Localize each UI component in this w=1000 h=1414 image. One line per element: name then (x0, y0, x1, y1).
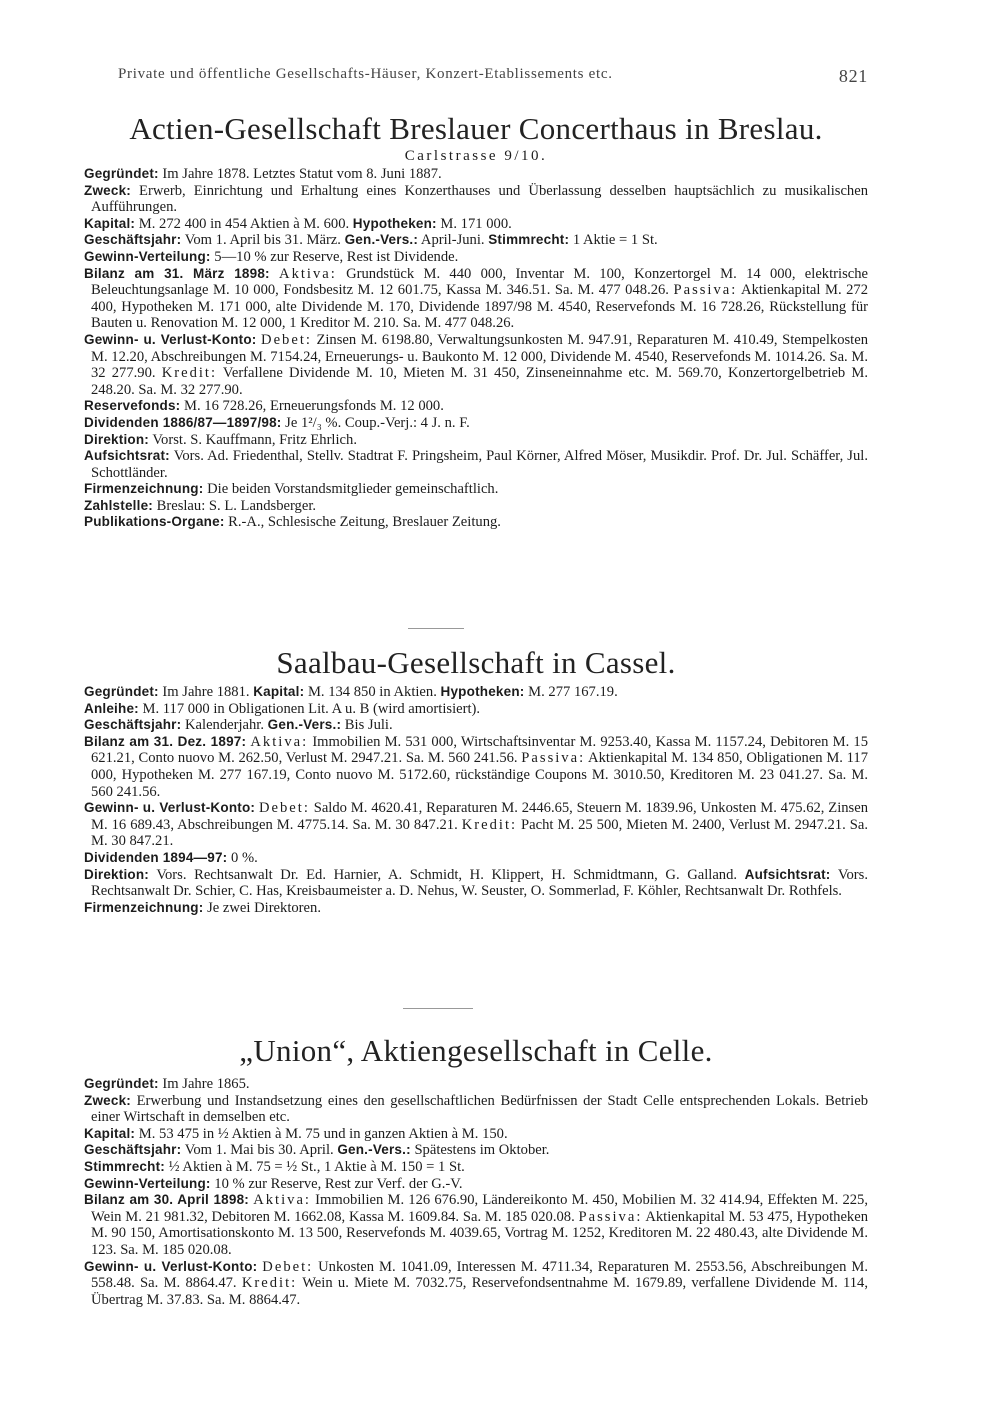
entry-text: M. 277 167.19. (524, 684, 618, 700)
entry-paragraph (84, 266, 868, 332)
entry-text: M. 16 728.26, Erneuerungsfonds M. 12 000. (180, 398, 444, 415)
entry-text: 5—10 % zur Reserve, Rest ist Dividende. (210, 248, 459, 265)
entry-paragraph (84, 1159, 868, 1176)
entry-text: R.-A., Schlesische Zeitung, Breslauer Zeitung. (224, 514, 501, 531)
entry-label: Dividenden 1894—97: (84, 849, 228, 865)
entry-text: Je zwei Direktoren. (203, 899, 321, 916)
section-divider (403, 1008, 473, 1009)
spaced-label: Passiva: (578, 1208, 643, 1225)
entry-text: Erwerbung und Instandsetzung eines den gesellschaftlichen Bedürfnissen der Stadt Celle entsprechenden Lokals. Betrieb einer Wirtschaft in demselben etc. (91, 1092, 868, 1126)
entry-text: April-Juni. (418, 232, 489, 249)
entry-text: Aktienkapital M. 134 850, Obligationen M. 117 000, Hypotheken M. 277 167.19, Conto nuovo M. 5172.60, rückständige Coupons M. 3010.50, Kreditoren M. 23 041.27. Sa. M. 560 241.56. (91, 750, 869, 800)
entry-paragraph (84, 684, 868, 701)
entry-label: Publikations-Organe: (84, 514, 225, 530)
entry-text: Bis Juli. (341, 717, 393, 734)
entry-label: Firmenzeichnung: (84, 899, 204, 915)
section-divider (408, 628, 464, 629)
entry-label: Direktion: (84, 866, 150, 882)
entry-label: Stimmrecht: (488, 232, 570, 248)
entry-text: Im Jahre 1865. (158, 1076, 250, 1092)
entry-text: Breslau: S. L. Landsberger. (152, 497, 317, 514)
entry-text: Unkosten M. 1041.09, Interessen M. 4711.34, Reparaturen M. 2553.56, Abschreibungen M. 558.48. Sa. M. 8864.47. (91, 1258, 868, 1292)
entry-text: Im Jahre 1881. (158, 684, 254, 700)
entry-label: Gewinn-Verteilung: (84, 1175, 211, 1191)
entry-text: Vors. Rechtsanwalt Dr. Schier, C. Has, Kreisbaumeister a. D. Nehus, W. Seuster, O. Sommerlad, F. Köhler, Rechtsanwalt Dr. Rothfels. (91, 866, 868, 900)
entry-paragraph (84, 498, 868, 515)
entry-text: Wein u. Miete M. 7032.75, Reservefondsentnahme M. 1679.89, verfallene Dividende M. 114, Übertrag M. 37.83. Sa. M. 8864.47. (91, 1275, 868, 1308)
entry-label: Zweck: (84, 1092, 131, 1108)
entry-text: Kalenderjahr. (181, 717, 268, 734)
entry-label: Aufsichtsrat: (84, 448, 170, 464)
entry-paragraph (84, 448, 868, 481)
spaced-label: Passiva: (673, 282, 738, 299)
entry-text: Je 1²/₃ %. Coup.-Verj.: 4 J. n. F. (281, 414, 470, 431)
entry-paragraph (84, 1142, 868, 1159)
entry-text: Immobilien M. 126 676.90, Ländereikonto M. 450, Mobilien M. 32 414.94, Effekten M. 225, Wein M. 21 981.32, Debitoren M. 1662.08, Kassa M. 1609.84. Sa. M. 185 020.08. (91, 1192, 868, 1225)
entry-paragraph (84, 216, 868, 233)
entry-paragraph (84, 1259, 868, 1309)
spaced-label: Aktiva: (250, 733, 309, 750)
entry-paragraph (84, 701, 868, 718)
entry-text: Zinsen M. 6198.80, Verwaltungsunkosten M. 947.91, Reparaturen M. 410.49, Stempelkosten M. 12.20, Abschreibungen M. 7154.24, Erneuerungs- u. Baukonto M. 12 000, Dividende M. 4540, Reservefonds M. 1014.26. Sa. M. 32 277.90. (91, 331, 869, 382)
spaced-label: Kredit: (161, 365, 218, 382)
entry-text: Vom 1. Mai bis 30. April. (181, 1142, 338, 1159)
entry-paragraph (84, 1192, 868, 1258)
entry-paragraph (84, 1093, 868, 1126)
entry-paragraph (84, 900, 868, 917)
entry-label: Gewinn- u. Verlust-Konto: (84, 331, 257, 347)
entry-label: Gen.-Vers.: (344, 232, 419, 248)
entry-paragraph (84, 1126, 868, 1143)
entry-label: Hypotheken: (440, 684, 525, 699)
entry-label: Direktion: (84, 431, 150, 447)
entry-label: Gen.-Vers.: (267, 717, 342, 733)
spaced-label: Aktiva: (253, 1192, 311, 1209)
spaced-label: Passiva: (521, 750, 586, 767)
entry-paragraph (84, 183, 868, 216)
company-title: Saalbau-Gesellschaft in Cassel. (276, 645, 676, 680)
entry-paragraph (84, 717, 868, 734)
entry-text: Die beiden Vorstandsmitglieder gemeinschaftlich. (203, 481, 499, 498)
entry-paragraph (84, 432, 868, 449)
company-celle (84, 1034, 868, 1308)
entry-text: Aktienkapital M. 272 400, Hypotheken M. 171 000, alte Dividende M. 170, Dividende 1897/98 M. 4540, Reservefonds M. 16 728.26, Rückstellung für Bauten u. Renovation M. 12 000, 1 Kreditor M. 210. Sa. M. 477 048.26. (91, 282, 869, 332)
entry-label: Zahlstelle: (84, 497, 153, 513)
entry-label: Reservefonds: (84, 398, 181, 414)
entry-text: M. 117 000 in Obligationen Lit. A u. B (wird amortisiert). (138, 700, 481, 717)
entry-label: Kapital: (84, 215, 136, 231)
entry-text: Verfallene Dividende M. 10, Mieten M. 31 450, Zinseneinnahme etc. M. 569.70, Konzertorgelbetrieb M. 248.20. Sa. M. 32 277.90. (91, 365, 869, 398)
entry-text: M. 134 850 in Aktien. (304, 684, 441, 700)
entry-label: Gewinn-Verteilung: (84, 248, 211, 264)
entry-text: Im Jahre 1878. Letztes Statut vom 8. Juni 1887. (158, 166, 442, 182)
entry-text (270, 266, 279, 282)
entry-text: M. 272 400 in 454 Aktien à M. 600. (135, 215, 353, 232)
entry-text: Saldo M. 4620.41, Reparaturen M. 2446.65, Steuern M. 1839.96, Unkosten M. 475.62, Zinsen M. 16 689.43, Abschreibungen M. 4775.14. Sa. M. 30 847.21. (91, 800, 869, 833)
entry-text: Spätestens im Oktober. (410, 1142, 550, 1159)
entry-paragraph (84, 514, 868, 531)
entry-text: M. 53 475 in ½ Aktien à M. 75 und in ganzen Aktien à M. 150. (135, 1125, 508, 1142)
entry-text: M. 171 000. (436, 215, 512, 232)
entry-text: Immobilien M. 531 000, Wirtschaftsinventar M. 9253.40, Kassa M. 1157.24, Debitoren M. 15 621.21, Conto nuovo M. 262.50, Verlust M. 2947.21. Sa. M. 560 241.56. (91, 733, 868, 767)
entry-text: 1 Aktie = 1 St. (569, 232, 658, 249)
company-title: „Union“, Aktiengesellschaft in Celle. (239, 1033, 713, 1068)
entry-label: Aufsichtsrat: (744, 866, 831, 882)
entry-paragraph (84, 415, 868, 432)
entry-label: Gewinn- u. Verlust-Konto: (84, 800, 256, 816)
entry-text: ½ Aktien à M. 75 = ½ St., 1 Aktie à M. 150 = 1 St. (164, 1158, 465, 1175)
running-head-title: Private und öffentliche Gesellschafts-Häuser, Konzert-Etablissements etc. (118, 66, 613, 82)
company-title: Actien-Gesellschaft Breslauer Concerthaus in Breslau. (129, 111, 823, 146)
entry-paragraph (84, 734, 868, 800)
entry-paragraph (84, 332, 868, 398)
entry-text: Grundstück M. 440 000, Inventar M. 100, Konzertorgel M. 14 000, elektrische Beleuchtungsanlage M. 10 000, Fondsbesitz M. 12 601.75, Kassa M. 346.51. Sa. M. 477 048.26. (91, 265, 869, 299)
entry-paragraph (84, 800, 868, 850)
entry-paragraph (84, 1076, 868, 1093)
spaced-label: Kredit: (461, 816, 518, 833)
spaced-label: Kredit: (241, 1275, 298, 1292)
company-entries (84, 166, 868, 531)
entry-label: Gegründet: (84, 166, 159, 181)
company-entries (84, 684, 868, 916)
company-address: Carlstrasse 9/10. (404, 148, 548, 164)
entry-paragraph (84, 850, 868, 867)
entry-label: Geschäftsjahr: (84, 717, 182, 733)
page-number: 821 (838, 66, 868, 86)
spaced-label: Debet: (262, 1258, 314, 1275)
entry-text: 10 % zur Reserve, Rest zur Verf. der G.-V. (210, 1175, 463, 1192)
entry-label: Gegründet: (84, 684, 159, 699)
entry-label: Stimmrecht: (84, 1158, 165, 1174)
entry-paragraph (84, 232, 868, 249)
entry-paragraph (84, 481, 868, 498)
entry-label: Dividenden 1886/87—1897/98: (84, 414, 282, 430)
entry-label: Bilanz am 30. April 1898: (84, 1192, 249, 1208)
entry-label: Kapital: (253, 684, 305, 699)
spaced-label: Aktiva: (279, 265, 337, 282)
entry-text: Pacht M. 25 500, Mieten M. 2400, Verlust M. 2947.21. Sa. M. 30 847.21. (91, 816, 868, 850)
entry-label: Hypotheken: (352, 215, 437, 231)
company-breslau (84, 112, 868, 531)
company-entries (84, 1076, 868, 1308)
entry-label: Gewinn- u. Verlust-Konto: (84, 1258, 258, 1274)
entry-label: Bilanz am 31. März 1898: (84, 265, 270, 281)
entry-label: Firmenzeichnung: (84, 481, 204, 497)
entry-text: Erwerb, Einrichtung und Erhaltung eines Konzerthauses und Überlassung desselben hauptsächlich zu musikalischen Aufführungen. (91, 182, 868, 216)
entry-text: Aktienkapital M. 53 475, Hypotheken M. 90 150, Amortisationskonto M. 13 500, Reservefonds M. 4039.65, Vortrag M. 1252, Kreditoren M. 22 480.43, alte Dividende M. 123. Sa. M. 185 020.08. (91, 1208, 868, 1258)
entry-label: Gen.-Vers.: (337, 1142, 411, 1158)
spaced-label: Debet: (261, 331, 312, 348)
entry-text: Vors. Ad. Friedenthal, Stellv. Stadtrat F. Pringsheim, Paul Körner, Alfred Möser, Musikdir. Prof. Dr. Jul. Schäffer, Jul. Schottländer. (91, 448, 868, 481)
running-head (118, 66, 868, 88)
entry-label: Geschäftsjahr: (84, 1142, 182, 1158)
entry-label: Geschäftsjahr: (84, 232, 182, 248)
entry-paragraph (84, 249, 868, 266)
entry-label: Zweck: (84, 182, 131, 198)
entry-label: Kapital: (84, 1125, 136, 1141)
entry-paragraph (84, 1176, 868, 1193)
entry-label: Anleihe: (84, 700, 139, 716)
entry-text: Vors. Rechtsanwalt Dr. Ed. Harnier, A. Schmidt, H. Klippert, H. Schmidtmann, G. Galland. (149, 866, 745, 883)
entry-text: Vom 1. April bis 31. März. (181, 232, 345, 249)
entry-paragraph (84, 867, 868, 900)
entry-paragraph (84, 166, 868, 183)
entry-text: Vorst. S. Kauffmann, Fritz Ehrlich. (149, 431, 357, 448)
company-cassel (84, 646, 868, 916)
entry-paragraph (84, 398, 868, 415)
entry-text: 0 %. (227, 849, 258, 866)
entry-label: Bilanz am 31. Dez. 1897: (84, 733, 247, 749)
spaced-label: Debet: (258, 800, 310, 817)
entry-label: Gegründet: (84, 1076, 159, 1091)
